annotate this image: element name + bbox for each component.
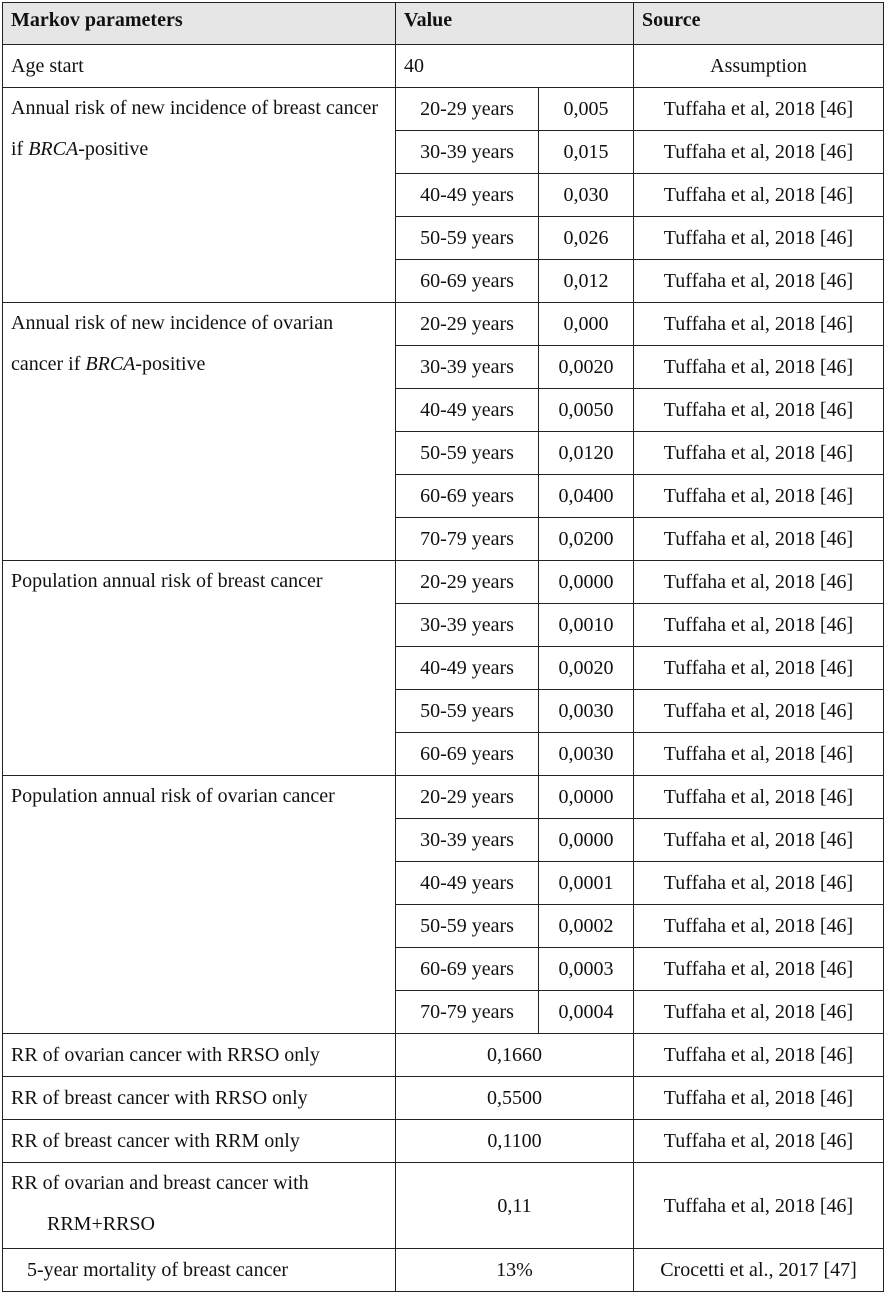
risk-value: 0,0003	[539, 948, 634, 991]
source-cell: Tuffaha et al, 2018 [46]	[634, 518, 884, 561]
risk-value: 0,012	[539, 260, 634, 303]
age-range: 60-69 years	[396, 733, 539, 776]
source-cell: Tuffaha et al, 2018 [46]	[634, 346, 884, 389]
age-range: 20-29 years	[396, 561, 539, 604]
age-range: 20-29 years	[396, 88, 539, 131]
age-range: 50-59 years	[396, 217, 539, 260]
source-cell: Tuffaha et al, 2018 [46]	[634, 303, 884, 346]
source-cell: Tuffaha et al, 2018 [46]	[634, 88, 884, 131]
markov-parameters-table	[2, 2, 884, 1292]
header-source: Source	[634, 3, 884, 45]
header-row	[3, 3, 884, 45]
param-source: Tuffaha et al, 2018 [46]	[634, 1077, 884, 1120]
risk-value: 0,0020	[539, 647, 634, 690]
age-range: 30-39 years	[396, 346, 539, 389]
param-value: 40	[396, 45, 634, 88]
risk-value: 0,015	[539, 131, 634, 174]
param-label: RR of breast cancer with RRSO only	[3, 1077, 396, 1120]
gene-name: BRCA	[85, 353, 136, 375]
param-source: Tuffaha et al, 2018 [46]	[634, 1163, 884, 1249]
risk-value: 0,0050	[539, 389, 634, 432]
age-range: 70-79 years	[396, 518, 539, 561]
group-label	[3, 303, 396, 561]
age-range: 50-59 years	[396, 905, 539, 948]
param-source: Tuffaha et al, 2018 [46]	[634, 1034, 884, 1077]
age-range: 20-29 years	[396, 303, 539, 346]
risk-value: 0,0200	[539, 518, 634, 561]
param-source: Crocetti et al., 2017 [47]	[634, 1249, 884, 1292]
age-range: 30-39 years	[396, 819, 539, 862]
group-label-suffix: -positive	[135, 353, 206, 375]
param-value: 0,11	[396, 1163, 634, 1249]
source-cell: Tuffaha et al, 2018 [46]	[634, 776, 884, 819]
age-range: 50-59 years	[396, 432, 539, 475]
group-label	[3, 561, 396, 776]
param-value: 13%	[396, 1249, 634, 1292]
age-range: 40-49 years	[396, 174, 539, 217]
risk-value: 0,0020	[539, 346, 634, 389]
table-row	[3, 88, 884, 131]
source-cell: Tuffaha et al, 2018 [46]	[634, 647, 884, 690]
source-cell: Tuffaha et al, 2018 [46]	[634, 260, 884, 303]
table-row	[3, 45, 884, 88]
table-row	[3, 1249, 884, 1292]
param-label-line2: RRM+RRSO	[47, 1213, 155, 1235]
risk-value: 0,005	[539, 88, 634, 131]
group-label	[3, 88, 396, 303]
age-range: 60-69 years	[396, 260, 539, 303]
source-cell: Tuffaha et al, 2018 [46]	[634, 991, 884, 1034]
source-cell: Tuffaha et al, 2018 [46]	[634, 862, 884, 905]
source-cell: Tuffaha et al, 2018 [46]	[634, 561, 884, 604]
param-label	[3, 1249, 396, 1292]
risk-value: 0,0001	[539, 862, 634, 905]
param-label: RR of breast cancer with RRM only	[3, 1120, 396, 1163]
param-source: Assumption	[634, 45, 884, 88]
param-value: 0,1100	[396, 1120, 634, 1163]
param-label-text: 5-year mortality of breast cancer	[27, 1259, 288, 1281]
age-range: 40-49 years	[396, 647, 539, 690]
header-value: Value	[396, 3, 634, 45]
table-body	[3, 45, 884, 1292]
param-label: RR of ovarian cancer with RRSO only	[3, 1034, 396, 1077]
table-row	[3, 303, 884, 346]
risk-value: 0,0400	[539, 475, 634, 518]
source-cell: Tuffaha et al, 2018 [46]	[634, 690, 884, 733]
age-range: 60-69 years	[396, 475, 539, 518]
group-label	[3, 776, 396, 1034]
param-label	[3, 1163, 396, 1249]
age-range: 30-39 years	[396, 604, 539, 647]
table-row	[3, 776, 884, 819]
age-range: 60-69 years	[396, 948, 539, 991]
risk-value: 0,0030	[539, 690, 634, 733]
header-param: Markov parameters	[3, 3, 396, 45]
source-cell: Tuffaha et al, 2018 [46]	[634, 131, 884, 174]
age-range: 20-29 years	[396, 776, 539, 819]
age-range: 50-59 years	[396, 690, 539, 733]
source-cell: Tuffaha et al, 2018 [46]	[634, 174, 884, 217]
group-label-text: Population annual risk of breast cancer	[11, 570, 323, 592]
risk-value: 0,030	[539, 174, 634, 217]
risk-value: 0,0010	[539, 604, 634, 647]
risk-value: 0,026	[539, 217, 634, 260]
risk-value: 0,0004	[539, 991, 634, 1034]
table-row	[3, 1077, 884, 1120]
param-value: 0,1660	[396, 1034, 634, 1077]
risk-value: 0,0000	[539, 776, 634, 819]
source-cell: Tuffaha et al, 2018 [46]	[634, 733, 884, 776]
source-cell: Tuffaha et al, 2018 [46]	[634, 432, 884, 475]
group-label-text: Population annual risk of ovarian cancer	[11, 785, 335, 807]
param-label: Age start	[3, 45, 396, 88]
age-range: 30-39 years	[396, 131, 539, 174]
risk-value: 0,0000	[539, 819, 634, 862]
source-cell: Tuffaha et al, 2018 [46]	[634, 905, 884, 948]
table-row	[3, 1034, 884, 1077]
table-row	[3, 561, 884, 604]
source-cell: Tuffaha et al, 2018 [46]	[634, 819, 884, 862]
param-source: Tuffaha et al, 2018 [46]	[634, 1120, 884, 1163]
risk-value: 0,0030	[539, 733, 634, 776]
risk-value: 0,0002	[539, 905, 634, 948]
age-range: 40-49 years	[396, 862, 539, 905]
table-row	[3, 1120, 884, 1163]
param-label-line1: RR of ovarian and breast cancer with	[11, 1172, 309, 1194]
group-label-suffix: -positive	[78, 138, 149, 160]
table-row	[3, 1163, 884, 1249]
gene-name: BRCA	[28, 138, 79, 160]
source-cell: Tuffaha et al, 2018 [46]	[634, 475, 884, 518]
risk-value: 0,0000	[539, 561, 634, 604]
risk-value: 0,000	[539, 303, 634, 346]
group-label-text: Annual risk of new incidence of breast cancer if	[11, 97, 379, 160]
group-label-text: Annual risk of new incidence of ovarian cancer if	[11, 312, 334, 375]
source-cell: Tuffaha et al, 2018 [46]	[634, 389, 884, 432]
risk-value: 0,0120	[539, 432, 634, 475]
age-range: 70-79 years	[396, 991, 539, 1034]
source-cell: Tuffaha et al, 2018 [46]	[634, 217, 884, 260]
source-cell: Tuffaha et al, 2018 [46]	[634, 604, 884, 647]
age-range: 40-49 years	[396, 389, 539, 432]
source-cell: Tuffaha et al, 2018 [46]	[634, 948, 884, 991]
param-value: 0,5500	[396, 1077, 634, 1120]
